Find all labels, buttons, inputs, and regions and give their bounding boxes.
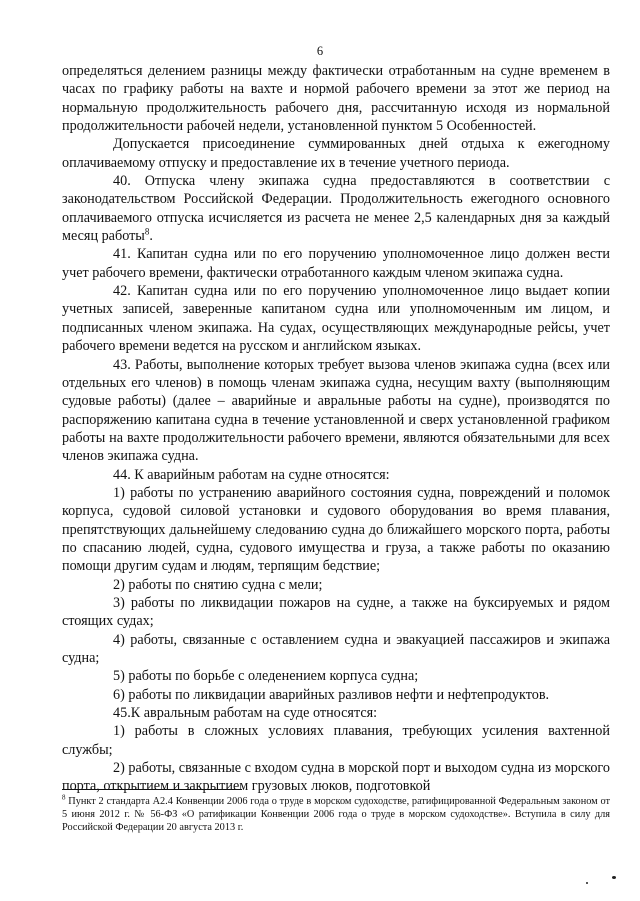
- list-item-45-2: 2) работы, связанные с входом судна в морской порт и выходом судна из морского порта, открытием и закрытием грузовых люков, подготовкой: [62, 760, 610, 795]
- paragraph-40-vacation: [62, 172, 610, 245]
- scan-speck: [586, 882, 588, 884]
- list-item-44-4: 4) работы, связанные с оставлением судна и эвакуацией пассажиров и экипажа судна;: [62, 631, 610, 666]
- list-item-44-3: 3) работы по ликвидации пожаров на судне, а также на буксируемых и рядом стоящих судах;: [62, 594, 610, 630]
- footnote-mark: 8: [62, 793, 66, 802]
- scan-speck: [612, 876, 616, 879]
- list-item-44-2: 2) работы по снятию судна с мели;: [113, 576, 323, 593]
- paragraph-rest-days: Допускается присоединение суммированных дней отдыха к ежегодному оплачиваемому отпуску и предоставление их в течение учетного периода.: [62, 136, 610, 171]
- document-body: [62, 62, 610, 796]
- footnote: [62, 795, 610, 835]
- page-number: 6: [316, 44, 324, 58]
- list-item-44-6: 6) работы по ликвидации аварийных разливов нефти и нефтепродуктов.: [113, 686, 550, 703]
- paragraph-43-emergency-work: 43. Работы, выполнение которых требует вызова членов экипажа судна (всех или отдельных его членов) в помощь членам экипажа судна, несущим вахту (выполняющим судовые работы) (далее – аварийные и авральные работы на судне), производятся по распоряжению капитана судна в течение установленной и сверх установленной графиком работы на вахте продолжительности рабочего времени, являются обязательными для всех членов экипажа судна.: [62, 356, 610, 465]
- list-item-44-5: 5) работы по борьбе с оледенением корпуса судна;: [113, 668, 419, 685]
- paragraph-45-heading: 45.К авральным работам на суде относятся:: [113, 705, 378, 722]
- paragraph-40-text: 40. Отпуска члену экипажа судна предоставляются в соответствии с законодательством Российской Федерации. Продолжительность ежегодного основного оплачиваемого отпуска исчисляется из расчета не менее 2,5 календарных дня за каждый месяц работы: [62, 173, 610, 245]
- list-item-45-1: 1) работы в сложных условиях плавания, требующих усиления вахтенной службы;: [62, 723, 610, 758]
- paragraph-40-end: .: [149, 228, 153, 245]
- list-item-44-1: 1) работы по устранению аварийного состояния судна, повреждений и поломок корпуса, судовой силовой установки и судового оборудования во время плавания, препятствующих дальнейшему следованию судна до ближайшего морского порта, работы по спасанию людей, судна, судового имущества и груза, а также работы по оказанию помощи другим судам и людям, терпящим бедствие;: [62, 484, 610, 575]
- footnote-reference: 8: [144, 226, 150, 237]
- footnote-text: Пункт 2 стандарта А2.4 Конвенции 2006 года о труде в морском судоходстве, ратифицированной Федеральным законом от 5 июня 2012 г. № 56-ФЗ «О ратификации Конвенции 2006 года о труде в морском судоходстве». Вступила в силу для Российской Федерации 20 августа 2013 г.: [62, 796, 610, 834]
- paragraph-continuation: определяться делением разницы между фактически отработанным на судне временем в часах по графику работы на вахте и нормой рабочего времени за этот же период на нормальную продолжительность рабочего дня, рассчитанную исходя из нормальной продолжительности рабочей недели, установленной пунктом 5 Особенностей.: [62, 63, 610, 135]
- paragraph-41-time-records: 41. Капитан судна или по его поручению уполномоченное лицо должен вести учет рабочего времени, фактически отработанного каждым членом экипажа судна.: [62, 246, 610, 281]
- footnote-separator: [62, 789, 242, 790]
- paragraph-42-record-copies: 42. Капитан судна или по его поручению уполномоченное лицо выдает копии учетных записей, заверенные капитаном судна или уполномоченным им лицом, и подписанных членом экипажа. На судах, осуществляющих международные рейсы, учет рабочего времени ведется на русском и английском языках.: [62, 283, 610, 355]
- paragraph-44-heading: 44. К аварийным работам на судне относятся:: [113, 466, 390, 483]
